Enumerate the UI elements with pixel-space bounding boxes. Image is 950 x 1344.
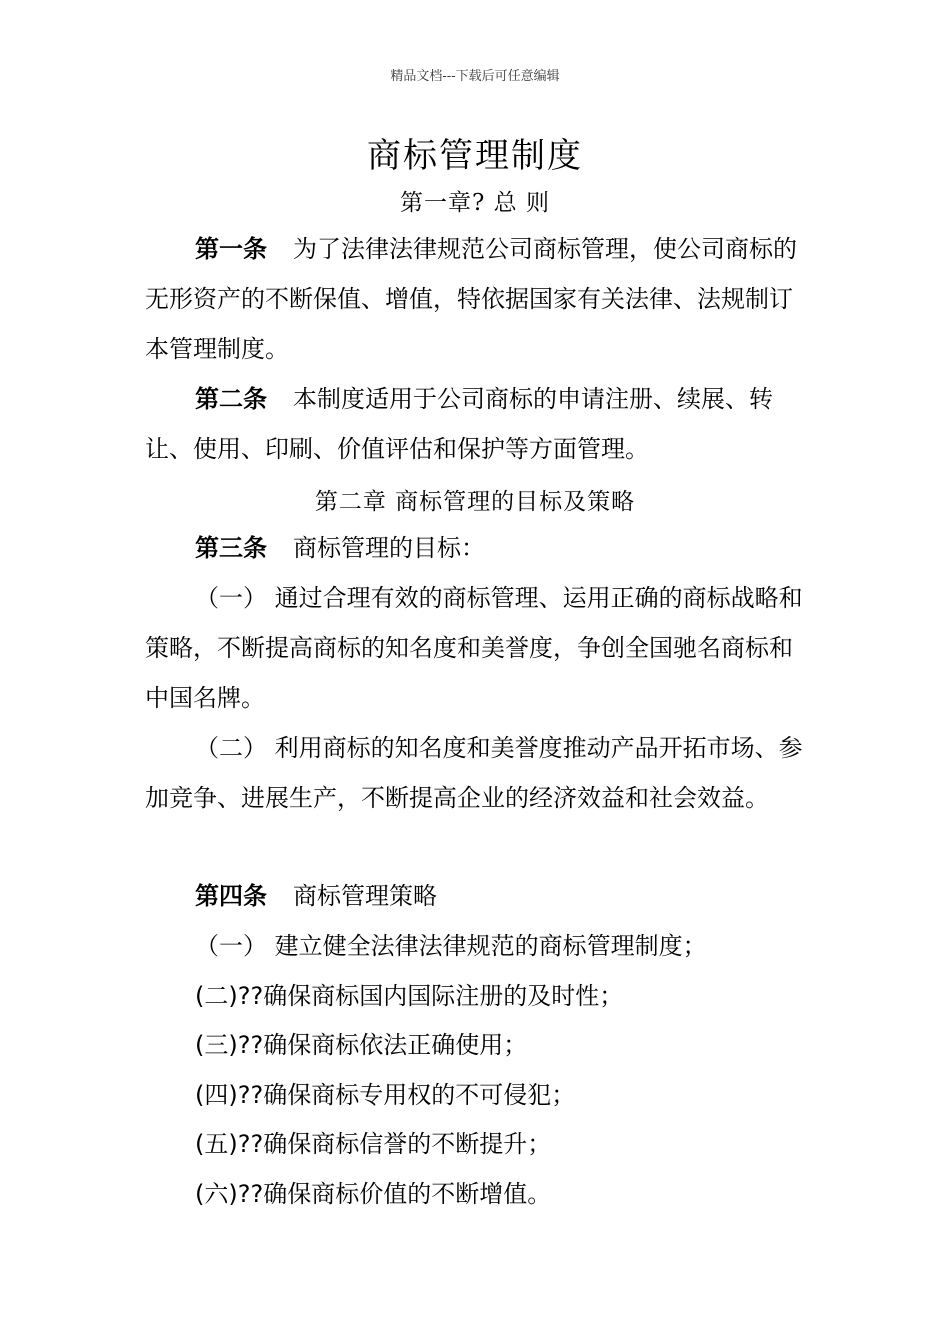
article-4-label: 第四条 bbox=[195, 882, 267, 910]
chapter-1-heading: 第一章? 总 则 bbox=[400, 190, 550, 216]
article-4-item-2: (二)??确保商标国内国际注册的及时性； bbox=[195, 982, 624, 1010]
article-3 bbox=[145, 523, 805, 573]
article-1-text: 为了法律法律规范公司商标管理，使公司商标的无形资产的不断保值、增值，特依据国家有关法律、法规制订本管理制度。 bbox=[145, 235, 797, 363]
article-4 bbox=[145, 871, 805, 921]
article-4-item-1: （一） 建立健全法律法律规范的商标管理制度； bbox=[195, 932, 707, 960]
article-4-item-5: (五)??确保商标信誉的不断提升； bbox=[195, 1130, 552, 1158]
article-4-item-3: (三)??确保商标依法正确使用； bbox=[195, 1031, 528, 1059]
article-4-text: 商标管理策略 bbox=[293, 882, 437, 910]
article-3-label: 第三条 bbox=[195, 534, 267, 562]
article-2-text: 本制度适用于公司商标的申请注册、续展、转让、使用、印刷、价值评估和保护等方面管理。 bbox=[145, 385, 773, 463]
article-4-item-4: (四)??确保商标专用权的不可侵犯； bbox=[195, 1081, 576, 1109]
article-2-label: 第二条 bbox=[195, 385, 267, 413]
article-3-item-1: （一） 通过合理有效的商标管理、运用正确的商标战略和策略，不断提高商标的知名度和美誉度，争创全国驰名商标和中国名牌。 bbox=[145, 584, 803, 712]
article-1 bbox=[145, 224, 805, 374]
chapter-2-heading: 第二章 商标管理的目标及策略 bbox=[314, 489, 636, 515]
article-4-item-6: (六)??确保商标价值的不断增值。 bbox=[195, 1180, 552, 1208]
page-header-note: 精品文档---下载后可任意编辑 bbox=[390, 69, 560, 84]
article-2 bbox=[145, 374, 805, 474]
article-3-text: 商标管理的目标： bbox=[293, 534, 485, 562]
document-title: 商标管理制度 bbox=[367, 136, 583, 176]
article-1-label: 第一条 bbox=[195, 235, 267, 263]
article-3-item-2: （二） 利用商标的知名度和美誉度推动产品开拓市场、参加竞争、进展生产，不断提高企业的经济效益和社会效益。 bbox=[145, 734, 803, 812]
